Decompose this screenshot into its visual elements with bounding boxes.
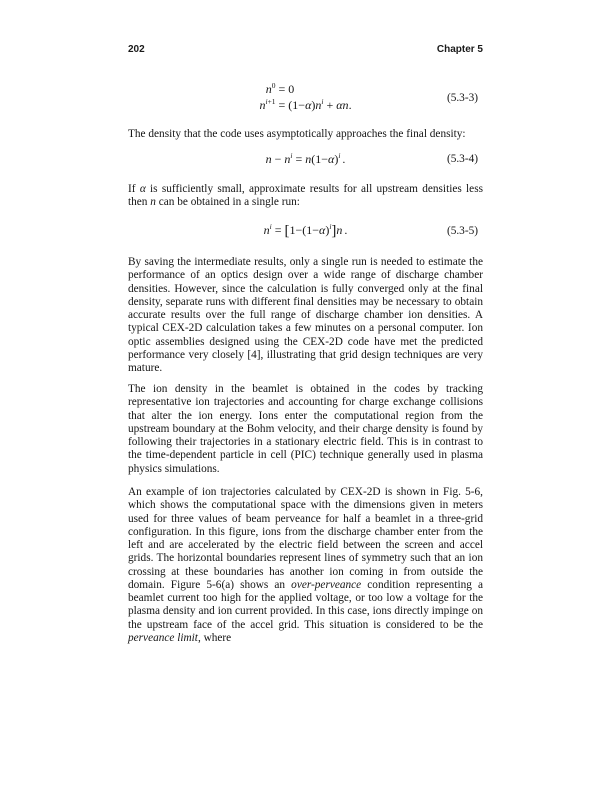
eq-superscript: i [338, 151, 341, 160]
equation-5-3-5 [128, 221, 483, 240]
eq-plus: + [326, 97, 334, 112]
inline-var-n: n [150, 196, 156, 209]
paragraph-text: can be obtained in a single run: [155, 196, 300, 209]
equation-5-3-4 [128, 151, 483, 167]
eq-superscript: i [290, 151, 293, 160]
eq-paren-open: (1− [311, 152, 328, 166]
eq-equals: = [274, 223, 282, 237]
eq-period: . [344, 223, 348, 237]
equation-number: (5.3-3) [446, 91, 478, 104]
eq-paren-close: ) [325, 223, 330, 237]
eq-superscript [265, 97, 275, 106]
paragraph-text: An example of ion trajectories calculated by CEX-2D is shown in Fig. 5-6, which shows the computational space with the dimensions given in meters used for three values of beam perveance for half a beamlet in a three-grid configuration. In this figure, ions from the discharge chamber enter from the left and are accelerated by the electric field between the screen and accel grids. The horizontal boundaries represent lines of symmetry such that an ion crossing at these boundaries has another ion coming in from outside the domain. Figure 5-6(a) shows an [128, 486, 483, 591]
eq-value: 0 [288, 82, 295, 96]
eq-var: n [263, 223, 270, 237]
inline-italic-over-perveance: over-perveance [291, 578, 362, 591]
equation-5-3-5-body [264, 223, 348, 237]
eq-period: . [348, 97, 352, 112]
eq-inner: 1−(1− [289, 223, 319, 237]
equation-5-3-4-body [266, 152, 346, 166]
eq-superscript: i [269, 222, 272, 231]
eq-var: n [305, 152, 312, 166]
eq-superscript: 0 [271, 81, 276, 90]
paragraph-ion-density [128, 383, 483, 476]
eq533-row2-lhs [259, 98, 275, 114]
eq-equals: = [278, 82, 286, 96]
eq-equals: = [278, 97, 286, 112]
eq-var: n [265, 152, 272, 166]
eq533-row2-rhs [276, 98, 352, 114]
paragraph-text: condition representing a beamlet current too high for the applied voltage, or too low a voltage for the plasma density and ion current provided. In this case, ions directly impinge on the upstream face of the accel grid. This situation is considered to be the [128, 578, 483, 631]
paragraph-text: The ion density in the beamlet is obtained in the codes by tracking representative ion trajectories and accounting for charge exchange collisions that alter the ion energy. Ions enter the computational region from the upstream boundary at the Bohm velocity, and their charge density is found by following their trajectories in a stationary electric field. This is in contrast to the time-dependent particle in cell (PIC) technique generally used in plasma physics simulations. [128, 383, 483, 475]
eq-alpha: α [305, 97, 312, 112]
eq-var: n [315, 97, 322, 112]
eq-var: n [284, 152, 291, 166]
eq-sup-rest: +1 [267, 96, 276, 106]
paragraph-text: If [128, 183, 140, 195]
eq-alpha: α [328, 152, 335, 166]
page-header [128, 44, 483, 55]
paragraph-text: By saving the intermediate results, only a single run is needed to estimate the performance of an optics design over a wide range of discharge chamber densities. However, since the calculation is fully converged only at the final density, separate runs with different final densities may be necessary to obtain accurate results over the full range of discharge chamber ion densities. A typical CEX-2D calculation takes a few minutes on a personal computer. Ion optic assemblies designed using the CEX-2D code have met the predicted performance very closely [4], illustrating that grid design techniques are very mature. [128, 256, 483, 374]
equation-5-3-3 [128, 82, 483, 113]
eq-var: n [336, 223, 343, 237]
eq-superscript: i [329, 222, 332, 231]
paragraph-intro-535 [128, 183, 483, 210]
paragraph-example-trajectories [128, 486, 483, 645]
eq-superscript: i [321, 96, 324, 106]
eq-sup-var: i [265, 96, 268, 106]
running-head-chapter: Chapter 5 [436, 44, 483, 55]
paragraph-text: The density that the code uses asymptotically approaches the final density: [128, 128, 466, 140]
eq-var: n [265, 82, 272, 96]
eq533-row1-lhs [259, 82, 275, 98]
eq-paren-open: (1− [288, 97, 306, 112]
inline-italic-perveance-limit: perveance limit [128, 631, 198, 644]
equation-number: (5.3-4) [446, 153, 478, 165]
page-number: 202 [128, 44, 145, 55]
equation-5-3-3-body [259, 82, 351, 113]
paragraph-intro-534 [128, 128, 483, 141]
paragraph-text: , where [197, 631, 232, 644]
eq-alpha-n: αn [336, 97, 349, 112]
paragraph-text: is sufficiently small, approximate results for all upstream densities less then [128, 183, 483, 209]
eq-paren-close: ) [334, 152, 339, 166]
eq-bracket-close: ] [331, 223, 337, 239]
eq-period: . [342, 152, 346, 166]
eq-bracket-open: [ [284, 223, 290, 239]
eq-paren-close: ) [311, 97, 316, 112]
eq-equals: = [295, 152, 303, 166]
equation-number: (5.3-5) [446, 224, 478, 237]
eq-alpha: α [319, 223, 326, 237]
eq533-row1-rhs [276, 82, 352, 98]
inline-alpha: α [139, 183, 146, 195]
eq-var: n [259, 97, 266, 112]
paragraph-by-saving [128, 256, 483, 375]
eq-minus: − [274, 152, 282, 166]
